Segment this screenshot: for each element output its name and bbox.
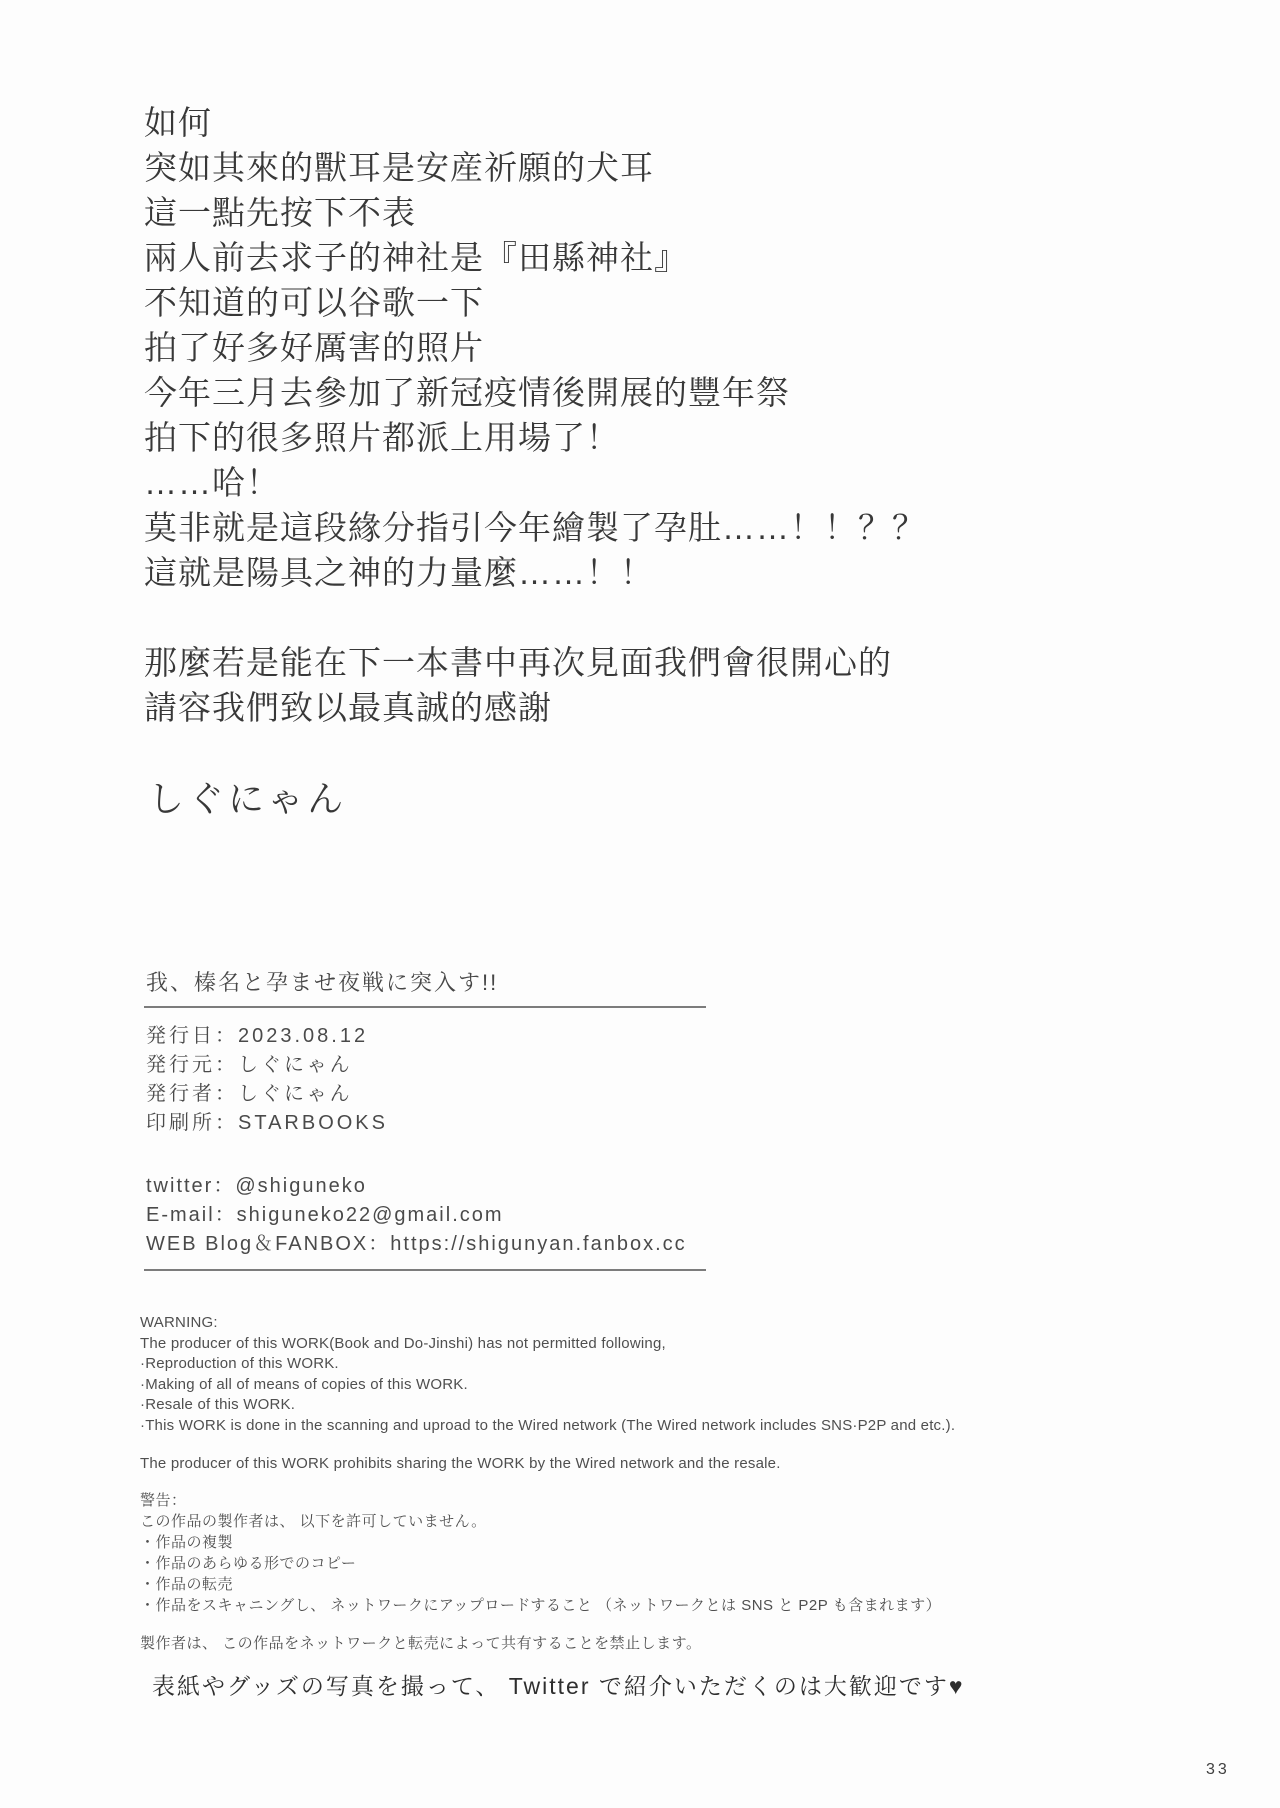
afterword-blank-line <box>144 595 926 640</box>
warning-jp-heading: 警告： <box>140 1492 187 1509</box>
afterword-line: 不知道的可以谷歌一下 <box>144 284 484 321</box>
afterword-line: 兩人前去求子的神社是『田縣神社』 <box>144 239 688 276</box>
afterword-line: 那麼若是能在下一本書中再次見面我們會很開心的 <box>144 644 892 681</box>
warning-en-heading: WARNING: <box>140 1314 218 1331</box>
warning-en-line: ·Resale of this WORK. <box>140 1396 296 1413</box>
afterword-line: 這一點先按下不表 <box>144 194 416 231</box>
warning-jp-line: ・作品のあらゆる形でのコピー <box>140 1555 357 1572</box>
warning-en-line: ·This WORK is done in the scanning and uproad to the Wired network (The Wired network includes SNS·P2P and etc.). <box>140 1416 956 1434</box>
printer: 印刷所：STARBOOKS <box>146 1112 388 1134</box>
divider-line <box>144 1006 706 1008</box>
warning-japanese <box>140 1490 941 1616</box>
author-signature: しぐにゃん <box>148 778 348 819</box>
afterword-line: 如何 <box>144 104 212 141</box>
warning-jp-line: この作品の製作者は、 以下を許可していません。 <box>140 1513 487 1530</box>
web-fanbox-url: WEB Blog＆FANBOX：https://shigunyan.fanbox.cc <box>146 1233 687 1255</box>
warning-jp-footer: 製作者は、 この作品をネットワークと転売によって共有することを禁止します。 <box>140 1635 702 1652</box>
afterword-line: 這就是陽具之神的力量麼……！！ <box>144 554 654 591</box>
afterword-text <box>144 100 926 730</box>
afterword-line: 拍下的很多照片都派上用場了！ <box>144 419 620 456</box>
contact-info <box>146 1172 687 1259</box>
book-title: 我、榛名と孕ませ夜戦に突入す!! <box>146 970 499 995</box>
page-number: 33 <box>1206 1761 1230 1778</box>
email-address: E-mail：shiguneko22@gmail.com <box>146 1204 504 1226</box>
warning-english <box>140 1313 955 1436</box>
warning-jp-line: ・作品をスキャニングし、 ネットワークにアップロードすること （ネットワークとは SNS と P2P も含まれます） <box>140 1597 942 1614</box>
divider-line <box>144 1269 706 1271</box>
photo-welcome-note: 表紙やグッズの写真を撮って、 Twitter で紹介いただくのは大歓迎です♥ <box>152 1673 965 1699</box>
warning-jp-line: ・作品の転売 <box>140 1576 234 1593</box>
warning-en-footer: The producer of this WORK prohibits sharing the WORK by the Wired network and the resale. <box>140 1455 781 1472</box>
warning-en-line: ·Making of all of means of copies of this WORK. <box>140 1375 468 1393</box>
afterword-line: ……哈！ <box>144 464 280 501</box>
warning-jp-line: ・作品の複製 <box>140 1534 234 1551</box>
afterword-line: 今年三月去參加了新冠疫情後開展的豐年祭 <box>144 374 790 411</box>
warning-en-line: The producer of this WORK(Book and Do-Jinshi) has not permitted following, <box>140 1334 666 1352</box>
afterword-line: 請容我們致以最真誠的感謝 <box>144 689 552 726</box>
publication-date: 発行日：2023.08.12 <box>146 1025 369 1047</box>
afterword-line: 莫非就是這段緣分指引今年繪製了孕肚……！！？？ <box>144 509 926 546</box>
issuer: 発行者：しぐにゃん <box>146 1083 353 1105</box>
afterword-line: 拍了好多好厲害的照片 <box>144 329 484 366</box>
twitter-handle: twitter：@shiguneko <box>146 1175 367 1197</box>
publication-info <box>146 1022 388 1138</box>
warning-en-line: ·Reproduction of this WORK. <box>140 1355 339 1372</box>
publisher: 発行元：しぐにゃん <box>146 1054 353 1076</box>
afterword-line: 突如其來的獸耳是安産祈願的犬耳 <box>144 149 654 186</box>
